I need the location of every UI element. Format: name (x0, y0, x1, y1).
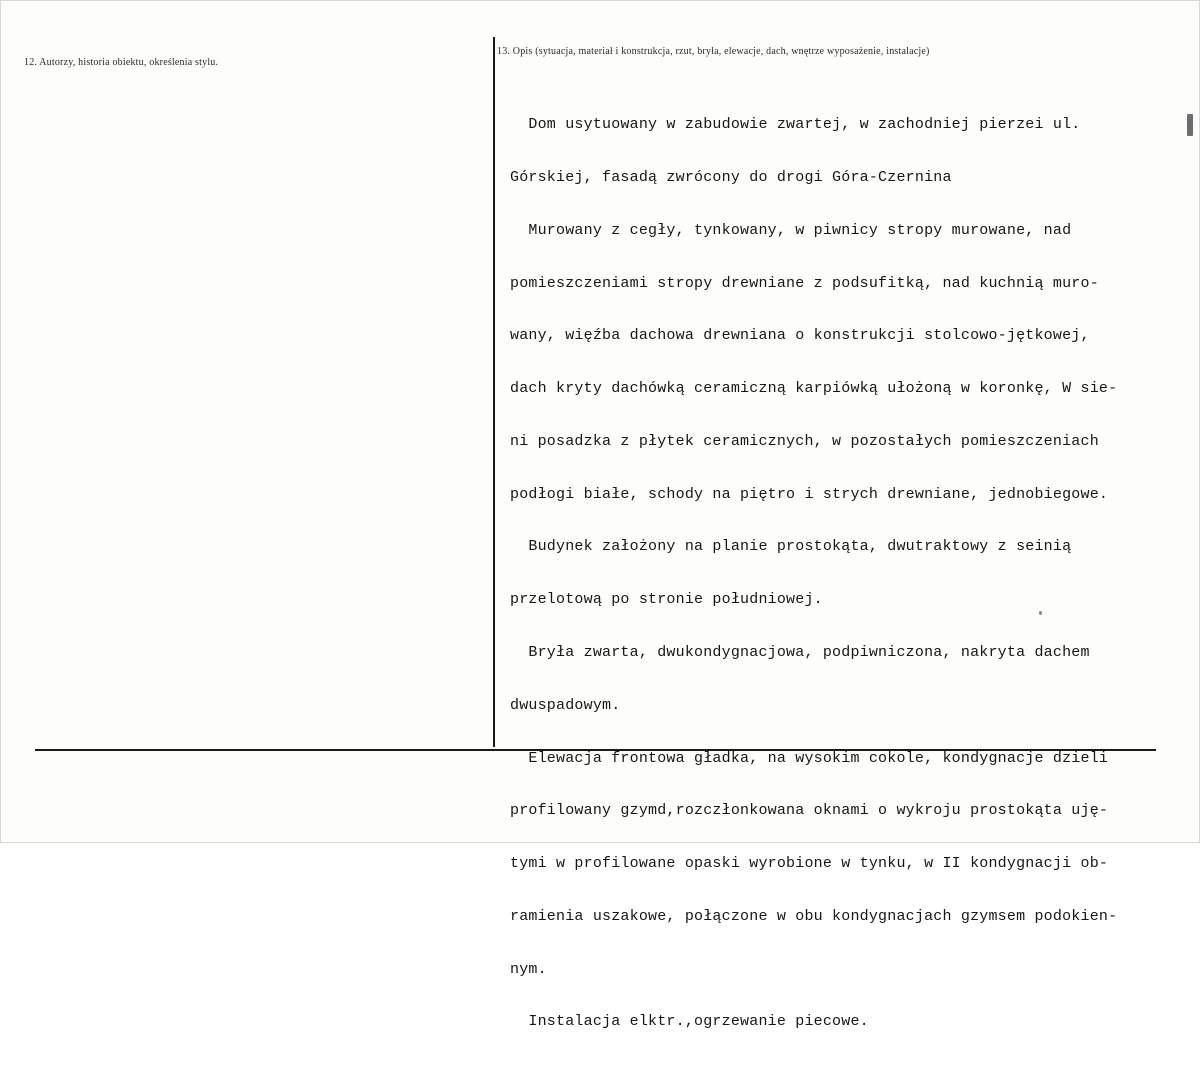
section-12-label: 12. Autorzy, historia obiektu, określenia stylu. (24, 57, 219, 68)
edge-mark (1187, 114, 1193, 136)
description-line: ramienia uszakowe, połączone w obu kondygnacjach gzymsem podokien- (510, 907, 1118, 925)
ink-speck (1039, 611, 1042, 615)
description-line: przelotową po stronie południowej. (510, 591, 823, 609)
column-divider (493, 37, 495, 747)
description-line: pomieszczeniami stropy drewniane z podsufitką, nad kuchnią muro- (510, 274, 1099, 292)
description-line: tymi w profilowane opaski wyrobione w tynku, w II kondygnacji ob- (510, 855, 1109, 873)
description-text (510, 81, 1178, 1066)
description-line: dach kryty dachówką ceramiczną karpiówką ułożoną w koronkę, W sie- (510, 380, 1118, 398)
description-line: Budynek założony na planie prostokąta, dwutraktowy z seinią (510, 538, 1072, 556)
description-line: Murowany z cegły, tynkowany, w piwnicy stropy murowane, nad (510, 221, 1072, 239)
description-line: Dom usytuowany w zabudowie zwartej, w zachodniej pierzei ul. (510, 116, 1081, 134)
description-line: Górskiej, fasadą zwrócony do drogi Góra-Czernina (510, 168, 952, 186)
description-line: Bryła zwarta, dwukondygnacjowa, podpiwniczona, nakryta dachem (510, 644, 1090, 661)
description-line: Instalacja elktr.,ogrzewanie piecowe. (510, 1013, 869, 1031)
section-13-label: 13. Opis (sytuacja, materiał i konstrukcja, rzut, bryła, elewacje, dach, wnętrze wyposażenie, instalacje) (497, 46, 930, 57)
description-line: podłogi białe, schody na piętro i strych drewniane, jednobiegowe. (510, 485, 1109, 503)
description-line: ni posadzka z płytek ceramicznych, w pozostałych pomieszczeniach (510, 432, 1099, 450)
description-line: nym. (510, 960, 547, 978)
description-line: wany, więźba dachowa drewniana o konstrukcji stolcowo-jętkowej, (510, 327, 1090, 345)
description-line: dwuspadowym. (510, 696, 621, 714)
description-line: Elewacja frontowa gładka, na wysokim cokole, kondygnacje dzieli (510, 749, 1109, 767)
description-line: profilowany gzymd,rozczłonkowana oknami o wykroju prostokąta uję- (510, 802, 1109, 820)
